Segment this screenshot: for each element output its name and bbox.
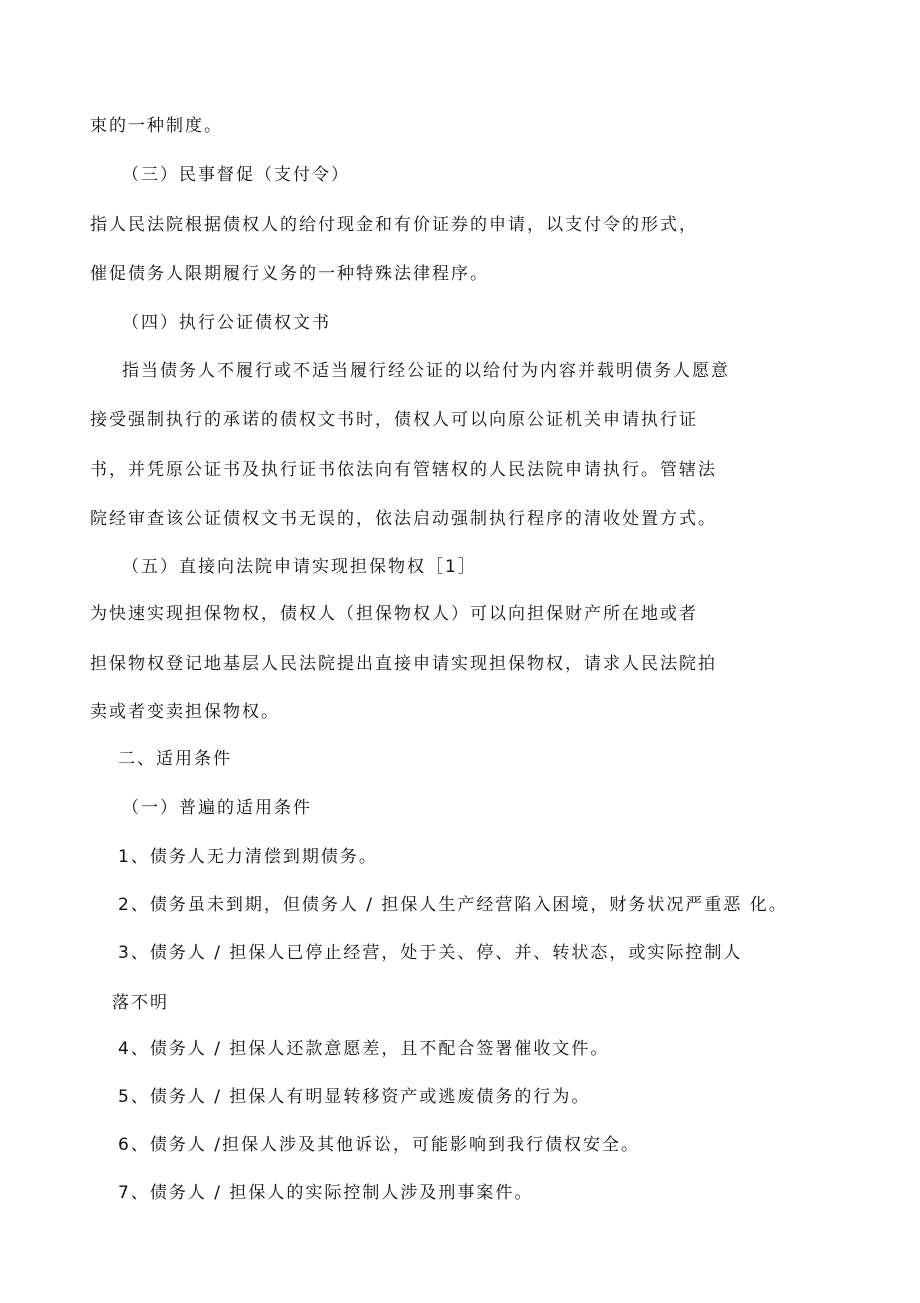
section-heading-3: （三）民事督促（支付令）	[122, 165, 350, 185]
subsection-heading-1: （一）普遍的适用条件	[122, 798, 312, 818]
list-item-2: 2、债务虽未到期，但债务人 / 担保人生产经营陷入困境，财务状况严重恶 化。	[118, 895, 788, 915]
text-line-7: 接受强制执行的承诺的债权文书时，债权人可以向原公证机关申请执行证	[90, 410, 698, 430]
text-line-4: 催促债务人限期履行义务的一种特殊法律程序。	[90, 264, 489, 284]
text-line-3: 指人民法院根据债权人的给付现金和有价证券的申请，以支付令的形式，	[90, 215, 698, 235]
list-item-4: 4、债务人 / 担保人还款意愿差，且不配合签署催收文件。	[118, 1039, 610, 1059]
list-item-3-continuation: 落不明	[112, 993, 169, 1013]
text-line-8: 书，并凭原公证书及执行证书依法向有管辖权的人民法院申请执行。管辖法	[90, 460, 717, 480]
section-heading-4: （四）执行公证债权文书	[122, 313, 331, 333]
text-line-6: 指当债务人不履行或不适当履行经公证的以给付为内容并载明债务人愿意	[122, 361, 730, 381]
text-line-11: 为快速实现担保物权，债权人（担保物权人）可以向担保财产所在地或者	[90, 604, 698, 624]
text-line-9: 院经审查该公证债权文书无误的，依法启动强制执行程序的清收处置方式。	[90, 509, 717, 529]
list-item-6: 6、债务人 /担保人涉及其他诉讼，可能影响到我行债权安全。	[118, 1135, 640, 1155]
list-item-3: 3、债务人 / 担保人已停止经营，处于关、停、并、转状态，或实际控制人	[118, 943, 743, 963]
text-line-12: 担保物权登记地基层人民法院提出直接申请实现担保物权，请求人民法院拍	[90, 654, 717, 674]
chapter-heading-2: 二、适用条件	[118, 749, 232, 769]
list-item-5: 5、债务人 / 担保人有明显转移资产或逃废债务的行为。	[118, 1087, 591, 1107]
section-heading-5: （五）直接向法院申请实现担保物权［1］	[122, 557, 477, 577]
text-line-1: 束的一种制度。	[90, 116, 223, 136]
text-line-13: 卖或者变卖担保物权。	[90, 702, 280, 722]
list-item-7: 7、债务人 / 担保人的实际控制人涉及刑事案件。	[118, 1183, 534, 1203]
list-item-1: 1、债务人无力清偿到期债务。	[118, 847, 378, 867]
